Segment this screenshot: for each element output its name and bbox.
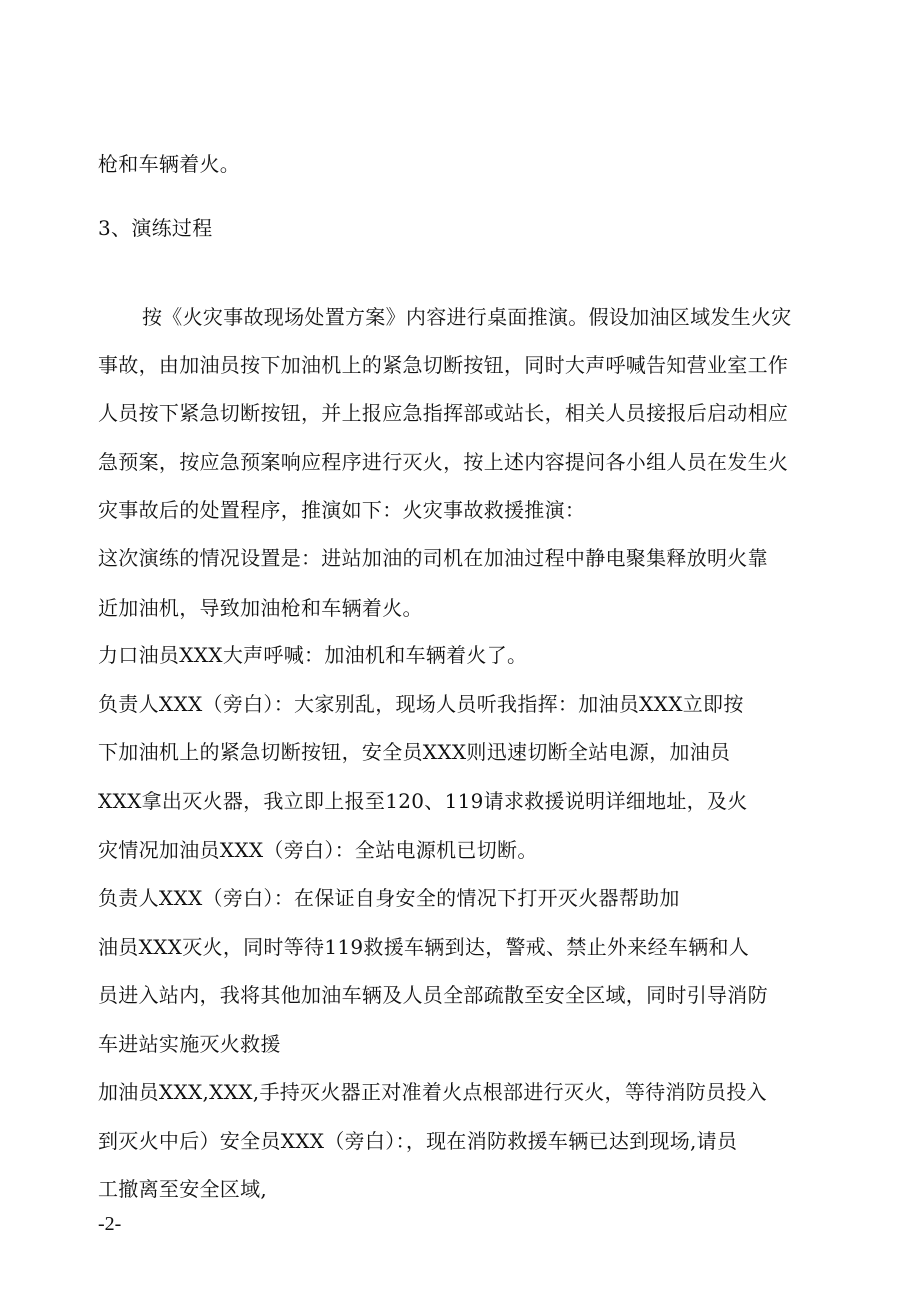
text-line: 近加油机，导致加油枪和车辆着火。 bbox=[98, 596, 423, 620]
text-line: 员进入站内，我将其他加油车辆及人员全部疏散至安全区域，同时引导消防 bbox=[98, 983, 768, 1007]
text-line: 枪和车辆着火。 bbox=[98, 152, 241, 176]
text-line: 力口油员XXX大声呼喊：加油机和车辆着火了。 bbox=[98, 643, 528, 667]
text-line: 负责人XXX（旁白）：在保证自身安全的情况下打开灭火器帮助加 bbox=[98, 886, 680, 910]
text-line: 加油员XXX,XXX,手持灭火器正对准着火点根部进行灭火，等待消防员投入 bbox=[98, 1080, 767, 1104]
text-line: 这次演练的情况设置是：进站加油的司机在加油过程中静电聚集释放明火靠 bbox=[98, 546, 768, 570]
text-line: 按《火灾事故现场处置方案》内容进行桌面推演。假设加油区域发生火灾 bbox=[142, 305, 792, 329]
text-line: 人员按下紧急切断按钮，并上报应急指挥部或站长，相关人员接报后启动相应 bbox=[98, 401, 789, 425]
text-line: 负责人XXX（旁白）：大家别乱，现场人员听我指挥：加油员XXX立即按 bbox=[98, 692, 744, 716]
text-line: 急预案，按应急预案响应程序进行灭火，按上述内容提问各小组人员在发生火 bbox=[98, 450, 789, 474]
section-heading: 3、演练过程 bbox=[98, 216, 213, 240]
text-line: 灾事故后的处置程序，推演如下：火灾事故救援推演： bbox=[98, 498, 586, 522]
text-line: XXX拿出灭火器，我立即上报至120、119请求救援说明详细地址，及火 bbox=[98, 789, 748, 813]
text-line: 车进站实施灭火救援 bbox=[98, 1032, 281, 1056]
text-line: 事故，由加油员按下加油机上的紧急切断按钮，同时大声呼喊告知营业室工作 bbox=[98, 353, 789, 377]
text-line: 下加油机上的紧急切断按钮，安全员XXX则迅速切断全站电源，加油员 bbox=[98, 740, 731, 764]
page-number: -2- bbox=[98, 1213, 122, 1235]
text-line: 工撤离至安全区域, bbox=[98, 1177, 268, 1201]
text-line: 灾情况加油员XXX（旁白）：全站电源机已切断。 bbox=[98, 838, 538, 862]
text-line: 油员XXX灭火，同时等待119救援车辆到达，警戒、禁止外来经车辆和人 bbox=[98, 935, 750, 959]
text-line: 到灭火中后）安全员XXX（旁白）：，现在消防救援车辆已达到现场,请员 bbox=[98, 1129, 738, 1153]
